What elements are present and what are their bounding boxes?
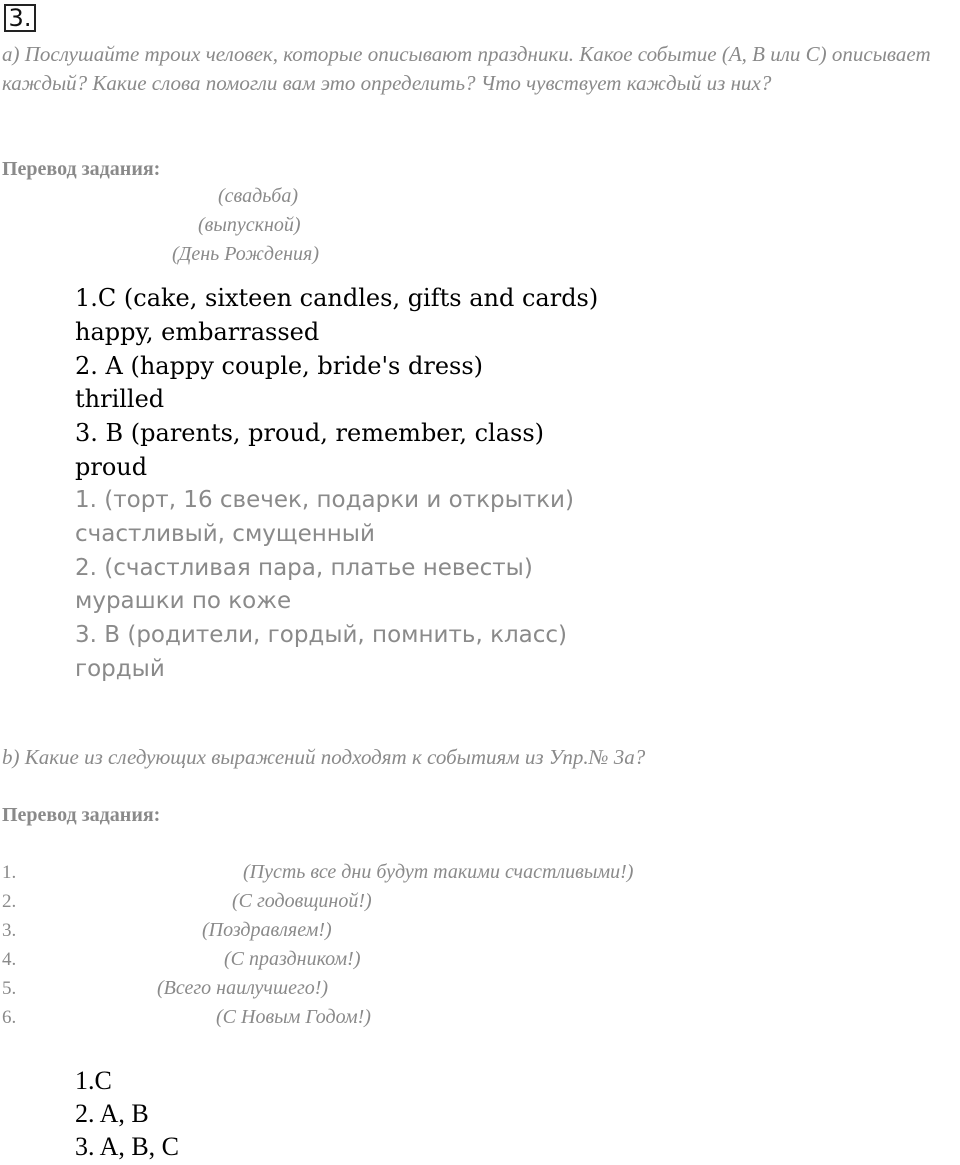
phrase-number-6: 6. [2, 1007, 17, 1028]
phrase-translation-6: (С Новым Годом!) [216, 1006, 371, 1028]
part-a-task: a) Послушайте троих человек, которые описывают праздники. Какое событие (A, B или C) описывает каждый? Какие слова помогли вам это определить? Что чувствует каждый из них? [2, 42, 931, 95]
exercise-number: 3. [4, 4, 36, 32]
answer-en-1-feeling: happy, embarrassed [75, 318, 320, 346]
answer-b-2: 2. A, B [75, 1099, 149, 1128]
phrase-number-3: 3. [2, 920, 17, 941]
phrase-translation-5: (Всего наилучшего!) [157, 977, 329, 999]
translation-birthday: (День Рождения) [172, 243, 320, 265]
answer-ru-3-feeling: гордый [75, 656, 165, 682]
phrase-translation-3: (Поздравляем!) [202, 919, 332, 941]
answer-en-2-feeling: thrilled [75, 385, 165, 413]
phrase-number-5: 5. [2, 978, 17, 999]
answer-en-2: 2. A (happy couple, bride's dress) [75, 352, 484, 380]
phrase-translation-2: (С годовщиной!) [232, 890, 372, 912]
answer-b-1: 1.C [75, 1066, 112, 1095]
part-b-translation-heading: Перевод задания: [2, 804, 161, 826]
answer-ru-1: 1. (торт, 16 свечек, подарки и открытки) [75, 487, 574, 513]
answer-ru-3: 3. B (родители, гордый, помнить, класс) [75, 622, 568, 648]
translation-graduation: (выпускной) [198, 214, 301, 236]
phrase-translation-1: (Пусть все дни будут такими счастливыми!) [243, 861, 634, 883]
part-b-task: b) Какие из следующих выражений подходят к событиям из Упр.№ 3a? [2, 745, 646, 769]
answer-ru-1-feeling: счастливый, смущенный [75, 521, 375, 547]
answer-en-3: 3. B (parents, proud, remember, class) [75, 419, 545, 447]
phrase-number-2: 2. [2, 891, 17, 912]
translation-wedding: (свадьба) [218, 185, 299, 207]
answer-ru-2: 2. (счастливая пара, платье невесты) [75, 555, 533, 581]
phrase-number-1: 1. [2, 862, 17, 883]
answer-ru-2-feeling: мурашки по коже [75, 588, 292, 614]
answer-en-1: 1.C (cake, sixteen candles, gifts and cards) [75, 284, 599, 312]
answer-b-3: 3. A, B, C [75, 1132, 180, 1161]
part-a-translation-heading: Перевод задания: [2, 158, 161, 180]
phrase-translation-4: (С праздником!) [224, 948, 361, 970]
phrase-number-4: 4. [2, 949, 17, 970]
answer-en-3-feeling: proud [75, 453, 148, 481]
